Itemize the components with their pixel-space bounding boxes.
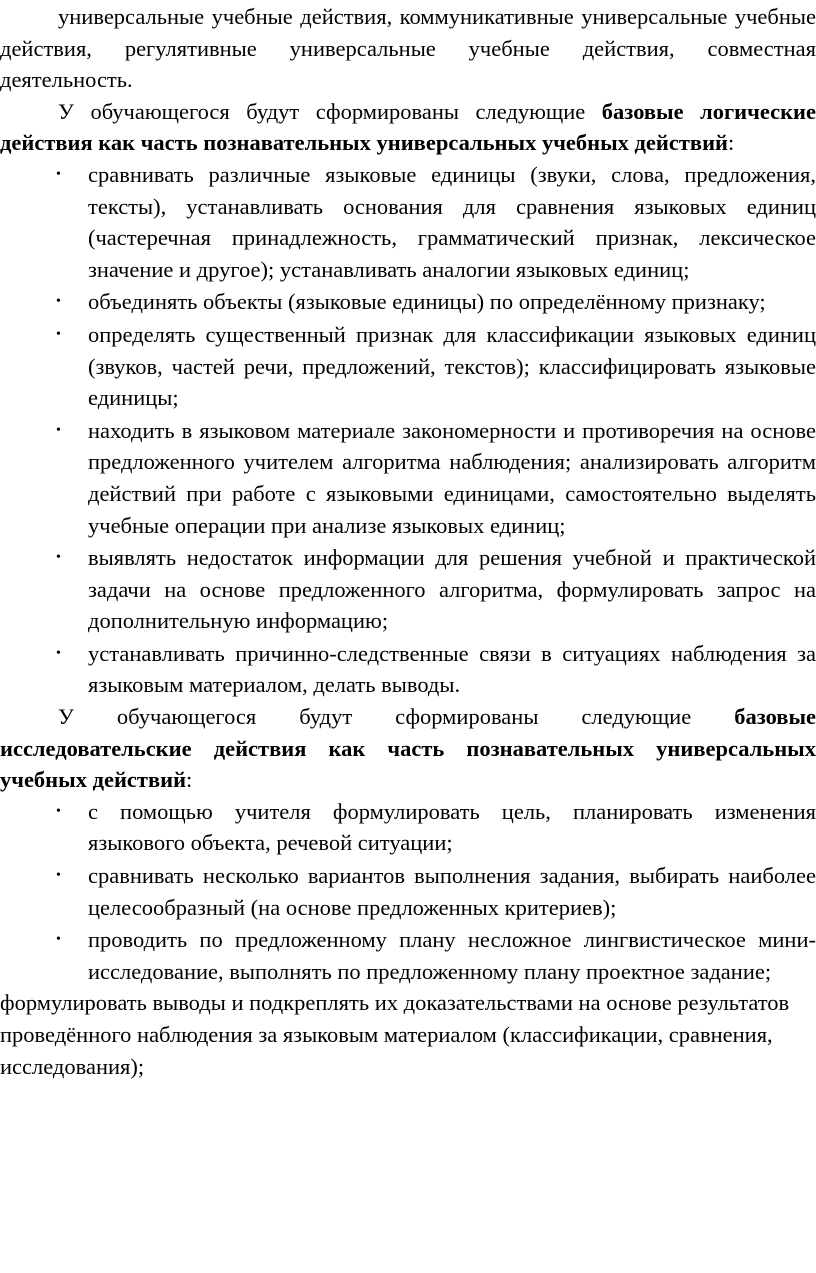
list-item [0,415,816,541]
logical-lead-text: У обучающегося будут сформированы следующие [58,98,602,124]
bullet-icon: • [56,645,61,661]
list-item [0,319,816,414]
list-item [0,924,816,987]
list-item [0,286,816,318]
bullet-icon: • [56,550,61,566]
bullet-icon: • [56,803,61,819]
list-item [0,796,816,859]
bullet-icon: • [56,422,61,438]
logical-bold-term: базовые логические действия как часть познавательных универсальных учебных действий [0,98,816,156]
list-item-text: определять существенный признак для классификации языковых единиц (звуков, частей речи, предложений, текстов); классифицировать языковые единицы; [88,321,816,411]
logical-actions-heading-paragraph [0,96,816,159]
intro-paragraph: универсальные учебные действия, коммуникативные универсальные учебные действия, регулятивные универсальные учебные действия, совместная деятельность. [0,4,816,93]
logical-tail-text: : [728,130,735,156]
list-item [0,860,816,923]
closing-paragraph: формулировать выводы и подкреплять их доказательствами на основе результатов проведённого наблюдения за языковым материалом (классификации, сравнения, исследования); [0,990,790,1079]
bullet-icon: • [56,294,61,310]
bullet-icon: • [56,868,61,884]
research-bold-term: базовые исследовательские действия как часть познавательных универсальных учебных действий [0,704,816,793]
research-actions-list [0,796,816,988]
list-item-text: сравнивать несколько вариантов выполнения задания, выбирать наиболее целесообразный (на основе предложенных критериев); [88,863,816,920]
list-item-text: устанавливать причинно-следственные связи в ситуациях наблюдения за языковым материалом, делать выводы. [88,640,816,698]
list-item-text: проводить по предложенному плану несложное лингвистическое мини-исследование, выполнять по предложенному плану проектное задание; [88,927,816,984]
logical-actions-list [0,159,816,701]
research-tail-text: : [186,767,193,793]
research-lead-text: У обучающегося будут сформированы следующие [58,704,735,730]
research-actions-heading-paragraph [0,701,816,796]
list-item-text: находить в языковом материале закономерности и противоречия на основе предложенного учителем алгоритма наблюдения; анализировать алгоритм действий при работе с языковыми единицами, самостоятельно выделять учебные операции при анализе языковых единиц; [88,417,816,538]
list-item [0,542,816,637]
list-item-text: сравнивать различные языковые единицы (звуки, слова, предложения, тексты), устанавливать основания для сравнения языковых единиц (частеречная принадлежность, грамматический признак, лексическое значение и другое); устанавливать аналогии языковых единиц; [88,161,816,282]
list-item [0,638,816,701]
bullet-icon: • [56,932,61,948]
list-item [0,159,816,285]
list-item-text: с помощью учителя формулировать цель, планировать изменения языкового объекта, речевой ситуации; [88,798,816,856]
list-item-text: выявлять недостаток информации для решения учебной и практической задачи на основе предложенного алгоритма, формулировать запрос на дополнительную информацию; [88,545,816,634]
bullet-icon: • [56,166,61,182]
bullet-icon: • [56,326,61,342]
list-item-text: объединять объекты (языковые единицы) по определённому признаку; [88,289,766,315]
